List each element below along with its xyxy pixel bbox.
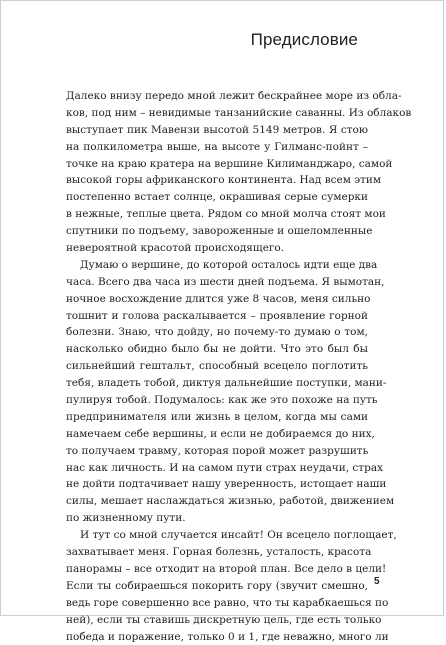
text-line: ночное восхождение длится уже 8 часов, меня сильно [66, 291, 368, 308]
text-line: высокой горы африканского континента. Над всем этим [66, 172, 368, 189]
paragraph-1 [66, 88, 368, 257]
page-title: Предисловие [251, 30, 358, 50]
paragraph-2 [66, 257, 368, 527]
text-line: захватывает меня. Горная болезнь, усталость, красота [66, 544, 368, 561]
text-line: ведь горе совершенно все равно, что ты карабкаешься по [66, 595, 368, 612]
text-line: болезни. Знаю, что дойду, но почему-то думаю о том, [66, 324, 368, 341]
text-line: ней), если ты ставишь дискретную цель, где есть только [66, 612, 368, 629]
text-line: победа и поражение, только 0 и 1, где неважно, много ли [66, 629, 368, 645]
text-line: Если ты собираешься покорить гору (звучит смешно, [66, 578, 368, 595]
page-number: 5 [374, 576, 380, 587]
text-line: в нежные, теплые цвета. Рядом со мной молча стоят мои [66, 206, 368, 223]
paragraph-3 [66, 527, 368, 645]
text-line: по жизненному пути. [66, 510, 368, 527]
text-line: насколько обидно было бы не дойти. Что это был бы [66, 341, 368, 358]
text-line: Думаю о вершине, до которой осталось идти еще два [66, 257, 368, 274]
text-line: на полкилометра выше, на высоте у Гилманс-пойнт – [66, 139, 368, 156]
text-line: спутники по подъему, завороженные и ошеломленные [66, 223, 368, 240]
text-line: предпринимателя или жизнь в целом, когда мы сами [66, 409, 368, 426]
text-line: сильнейший гештальт, способный всецело поглотить [66, 358, 368, 375]
text-line: панорамы – все отходит на второй план. Все дело в цели! [66, 561, 368, 578]
text-line: Далеко внизу передо мной лежит бескрайнее море из обла- [66, 88, 368, 105]
text-line: пулируя тобой. Подумалось: как же это похоже на путь [66, 392, 368, 409]
text-line: И тут со мной случается инсайт! Он всецело поглощает, [66, 527, 368, 544]
text-line: постепенно встает солнце, окрашивая серые сумерки [66, 189, 368, 206]
text-line: невероятной красотой происходящего. [66, 240, 368, 257]
text-line: тебя, владеть тобой, диктуя дальнейшие поступки, мани- [66, 375, 368, 392]
text-line: не дойти подтачивает нашу уверенность, истощает наши [66, 476, 368, 493]
body-text [66, 88, 368, 645]
text-line: выступает пик Мавензи высотой 5149 метров. Я стою [66, 122, 368, 139]
text-line: то получаем травму, которая порой может разрушить [66, 443, 368, 460]
text-line: тошнит и голова раскалывается – проявление горной [66, 308, 368, 325]
text-line: намечаем себе вершины, и если не добираемся до них, [66, 426, 368, 443]
text-line: ков, под ним – невидимые танзанийские саванны. Из облаков [66, 105, 368, 122]
text-line: часа. Всего два часа из шести дней подъема. Я вымотан, [66, 274, 368, 291]
text-line: нас как личность. И на самом пути страх неудачи, страх [66, 460, 368, 477]
text-line: точке на краю кратера на вершине Килиманджаро, самой [66, 156, 368, 173]
text-line: силы, мешает наслаждаться жизнью, работой, движением [66, 493, 368, 510]
